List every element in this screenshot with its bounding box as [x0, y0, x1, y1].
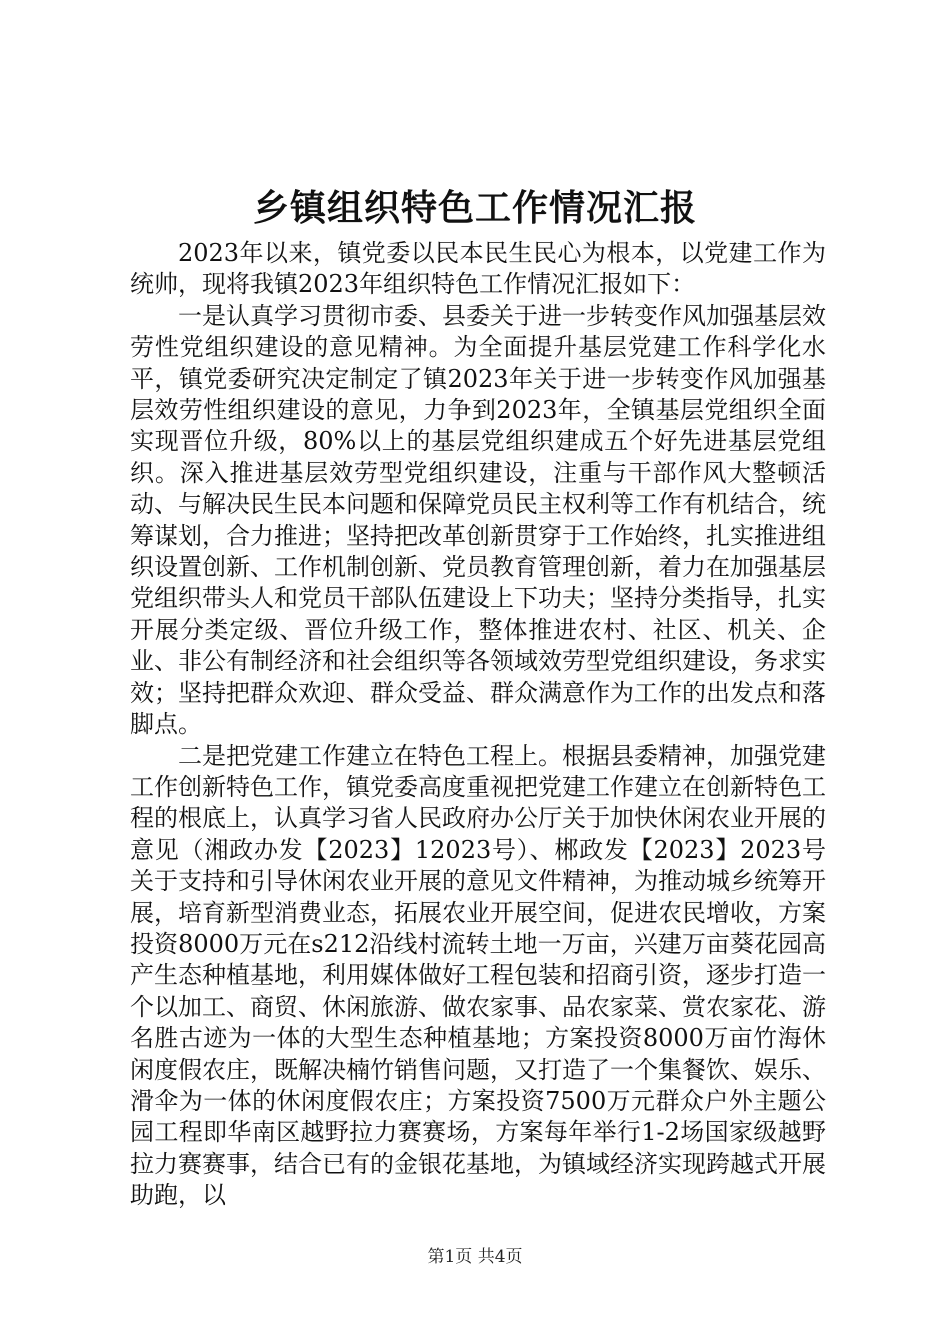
document-title: 乡镇组织特色工作情况汇报	[252, 187, 697, 229]
page-footer: 第1页 共4页	[427, 1247, 523, 1267]
paragraph-second-point: 二是把党建工作建立在特色工程上。根据县委精神，加强党建工作创新特色工作，镇党委高度重视把党建工作建立在创新特色工程的根底上，认真学习省人民政府办公厅关于加快休闲农业开展的意见（湘政办发【2023】12023号）、郴政发【2023】2023号关于支持和引导休闲农业开展的意见文件精神，为推动城乡统筹开展，培育新型消费业态，拓展农业开展空间，促进农民增收，方案投资8000万元在s212沿线村流转土地一万亩，兴建万亩葵花园高产生态种植基地，利用媒体做好工程包装和招商引资，逐步打造一个以加工、商贸、休闲旅游、做农家事、品农家菜、赏农家花、游名胜古迹为一体的大型生态种植基地；方案投资8000万亩竹海休闲度假农庄，既解决楠竹销售问题，又打造了一个集餐饮、娱乐、滑伞为一体的休闲度假农庄；方案投资7500万元群众户外主题公园工程即华南区越野拉力赛赛场，方案每年举行1-2场国家级越野拉力赛赛事，结合已有的金银花基地，为镇域经济实现跨越式开展助跑，以	[130, 741, 826, 1210]
document-body	[130, 238, 826, 1212]
paragraph-first-point: 一是认真学习贯彻市委、县委关于进一步转变作风加强基层效劳性党组织建设的意见精神。为全面提升基层党建工作科学化水平，镇党委研究决定制定了镇2023年关于进一步转变作风加强基层效劳性组织建设的意见，力争到2023年，全镇基层党组织全面实现晋位升级，80%以上的基层党组织建成五个好先进基层党组织。深入推进基层效劳型党组织建设，注重与干部作风大整顿活动、与解决民生民本问题和保障党员民主权利等工作有机结合，统筹谋划，合力推进；坚持把改革创新贯穿于工作始终，扎实推进组织设置创新、工作机制创新、党员教育管理创新，着力在加强基层党组织带头人和党员干部队伍建设上下功夫；坚持分类指导，扎实开展分类定级、晋位升级工作，整体推进农村、社区、机关、企业、非公有制经济和社会组织等各领域效劳型党组织建设，务求实效；坚持把群众欢迎、群众受益、群众满意作为工作的出发点和落脚点。	[130, 301, 826, 739]
paragraph-intro: 2023年以来，镇党委以民本民生民心为根本，以党建工作为统帅，现将我镇2023年组织特色工作情况汇报如下：	[130, 239, 826, 299]
